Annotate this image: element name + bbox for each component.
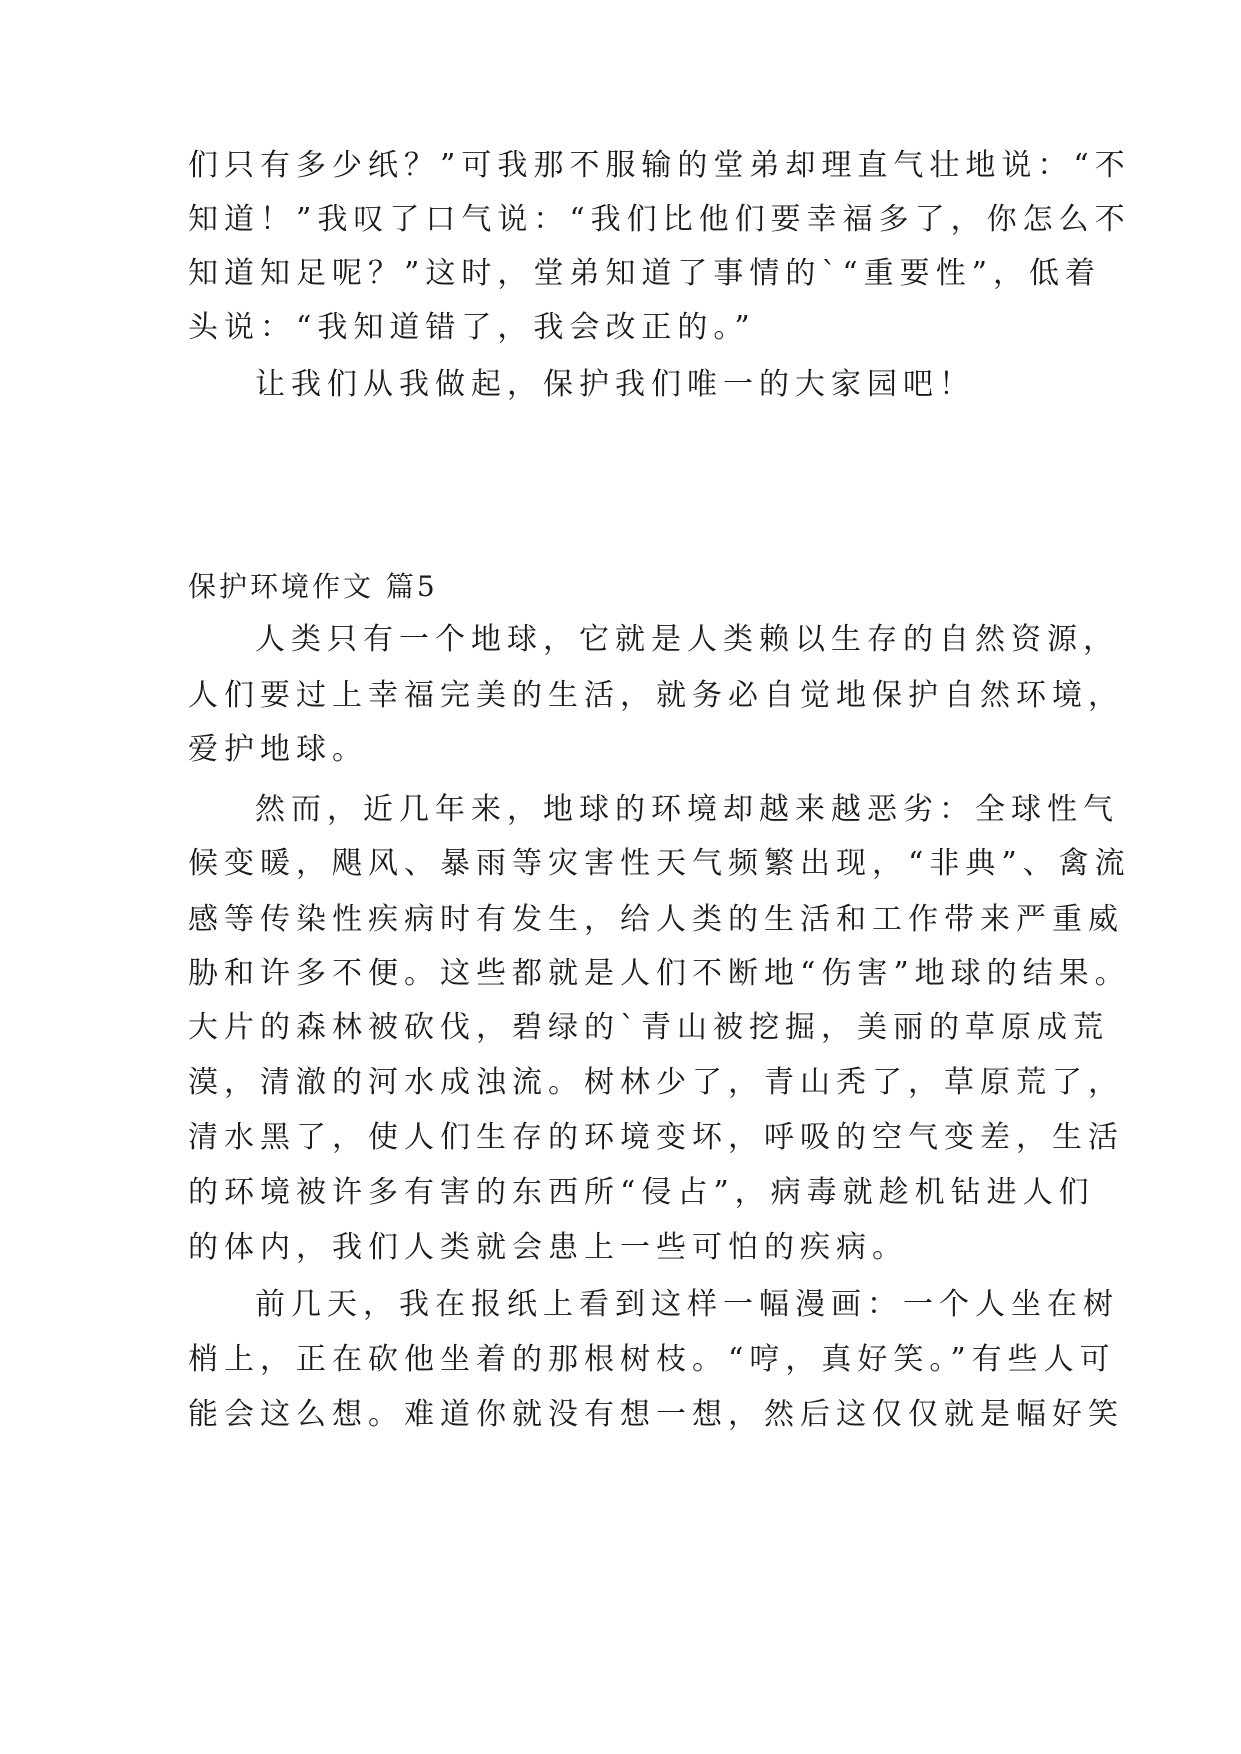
text-line: 头说：“我知道错了，我会改正的。” bbox=[188, 310, 756, 345]
text-line: 大片的森林被砍伐，碧绿的`青山被挖掘，美丽的草原成荒 bbox=[188, 1010, 1109, 1045]
text-line: 清水黑了，使人们生存的环境变坏，呼吸的空气变差，生活 bbox=[188, 1120, 1124, 1155]
text-line: 胁和许多不便。这些都就是人们不断地“伤害”地球的结果。 bbox=[188, 956, 1131, 991]
text-line: 漠，清澈的河水成浊流。树林少了，青山秃了，草原荒了， bbox=[188, 1065, 1124, 1100]
text-line: 人们要过上幸福完美的生活，就务必自觉地保护自然环境， bbox=[188, 678, 1124, 713]
text-line: 人类只有一个地球，它就是人类赖以生存的自然资源， bbox=[255, 622, 1119, 657]
text-line: 们只有多少纸？”可我那不服输的堂弟却理直气壮地说：“不 bbox=[188, 148, 1131, 183]
text-line: 知道！”我叹了口气说：“我们比他们要幸福多了，你怎么不 bbox=[188, 202, 1131, 237]
text-line: 能会这么想。难道你就没有想一想，然后这仅仅就是幅好笑 bbox=[188, 1397, 1124, 1432]
text-line: 候变暖，飓风、暴雨等灾害性天气频繁出现，“非典”、禽流 bbox=[188, 846, 1131, 881]
text-line: 然而，近几年来，地球的环境却越来越恶劣：全球性气 bbox=[255, 792, 1119, 827]
text-line: 的体内，我们人类就会患上一些可怕的疾病。 bbox=[188, 1230, 908, 1265]
text-line: 知道知足呢？”这时，堂弟知道了事情的`“重要性”，低着 bbox=[188, 256, 1102, 291]
text-line: 感等传染性疾病时有发生，给人类的生活和工作带来严重威 bbox=[188, 902, 1124, 937]
section-title: 保护环境作文 篇5 bbox=[188, 570, 438, 603]
text-line: 梢上，正在砍他坐着的那根树枝。“哼，真好笑。”有些人可 bbox=[188, 1342, 1116, 1377]
text-line: 的环境被许多有害的东西所“侵占”，病毒就趁机钻进人们 bbox=[188, 1175, 1095, 1210]
text-line: 前几天，我在报纸上看到这样一幅漫画：一个人坐在树 bbox=[255, 1287, 1119, 1322]
text-line: 爱护地球。 bbox=[188, 732, 368, 767]
closing-line: 让我们从我做起，保护我们唯一的大家园吧！ bbox=[255, 367, 975, 402]
